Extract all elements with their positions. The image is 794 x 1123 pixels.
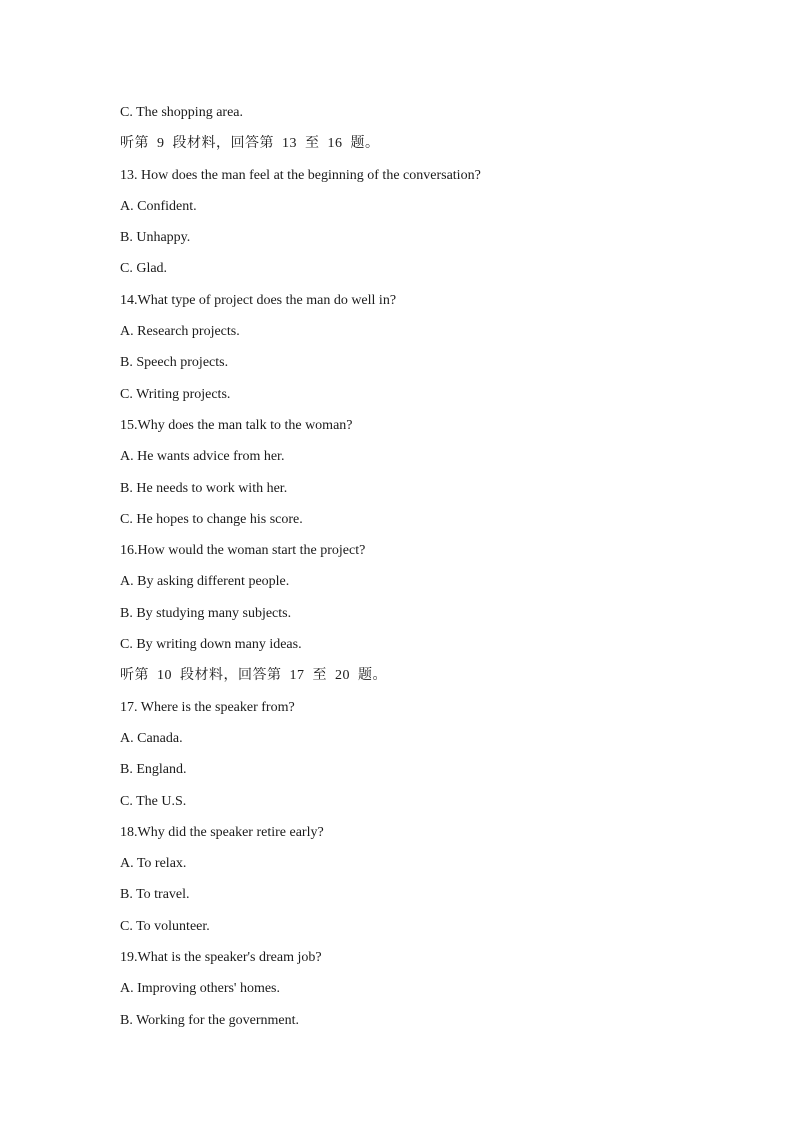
question-18: 18.Why did the speaker retire early? <box>120 824 324 840</box>
answer-option: A. Improving others' homes. <box>120 981 281 997</box>
question-13: 13. How does the man feel at the beginning of the conversation? <box>120 167 481 183</box>
answer-option: C. Writing projects. <box>120 386 231 402</box>
answer-option: B. Unhappy. <box>120 230 191 246</box>
answer-option: C. The U.S. <box>120 793 187 809</box>
answer-option: B. To travel. <box>120 887 190 903</box>
answer-option: A. To relax. <box>120 856 187 872</box>
question-15: 15.Why does the man talk to the woman? <box>120 417 353 433</box>
answer-option: A. Confident. <box>120 198 197 214</box>
answer-option: B. England. <box>120 762 187 778</box>
section-instruction: 听第 10 段材料，回答第 17 至 20 题。 <box>120 668 387 684</box>
answer-option: A. Canada. <box>120 730 183 746</box>
answer-option: B. Speech projects. <box>120 355 229 371</box>
answer-option: C. To volunteer. <box>120 918 210 934</box>
question-16: 16.How would the woman start the project? <box>120 543 366 559</box>
answer-option: A. By asking different people. <box>120 574 290 590</box>
section-instruction: 听第 9 段材料，回答第 13 至 16 题。 <box>120 136 380 152</box>
answer-option: A. Research projects. <box>120 324 240 340</box>
answer-option: B. Working for the government. <box>120 1012 300 1028</box>
question-17: 17. Where is the speaker from? <box>120 699 295 715</box>
question-14: 14.What type of project does the man do well in? <box>120 292 397 308</box>
answer-option: C. Glad. <box>120 261 168 277</box>
answer-option: C. The shopping area. <box>120 105 243 120</box>
answer-option: B. He needs to work with her. <box>120 480 288 496</box>
answer-option: A. He wants advice from her. <box>120 449 285 465</box>
exam-text-block <box>120 104 740 1043</box>
answer-option: C. By writing down many ideas. <box>120 637 302 653</box>
answer-option: B. By studying many subjects. <box>120 605 292 621</box>
question-19: 19.What is the speaker's dream job? <box>120 950 322 966</box>
answer-option: C. He hopes to change his score. <box>120 511 303 527</box>
